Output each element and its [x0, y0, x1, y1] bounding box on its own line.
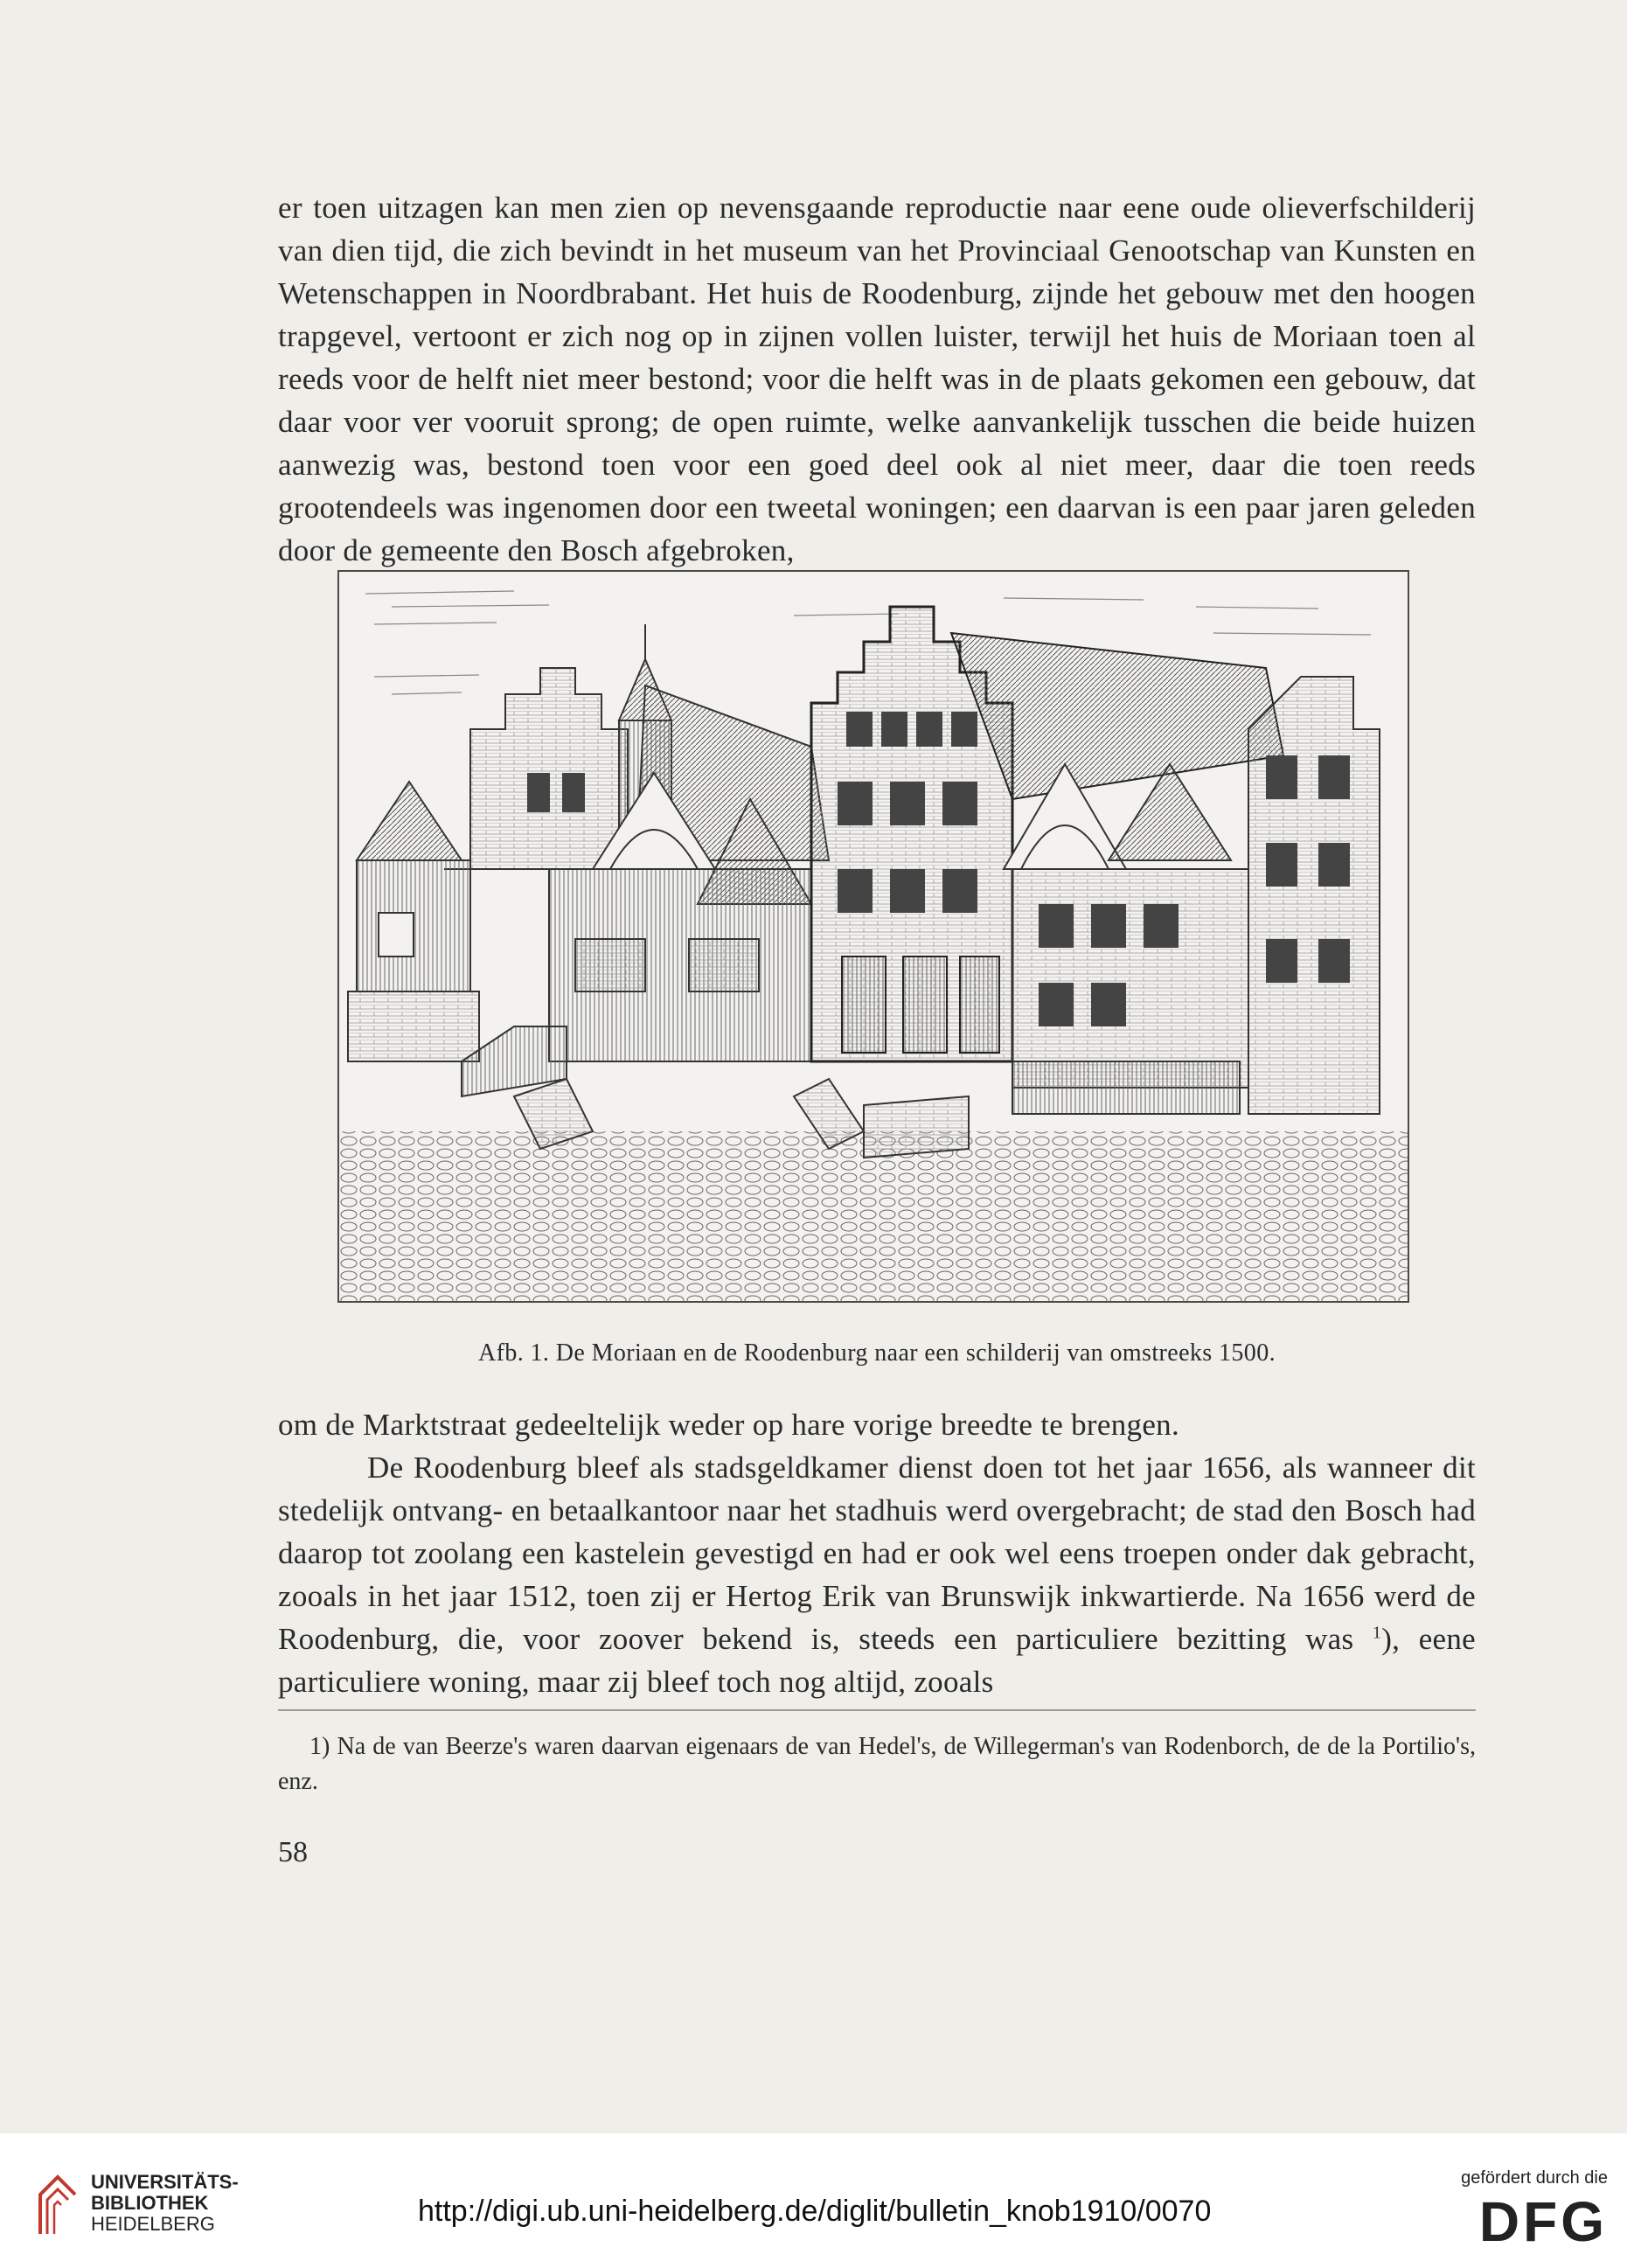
body-paragraph-top	[278, 186, 1476, 572]
library-name-line3: HEIDELBERG	[91, 2213, 215, 2235]
footnote-reference: 1	[1372, 1623, 1382, 1643]
buildings-drawing	[339, 572, 1408, 1301]
paragraph-text-before-note: De Roodenburg bleef als stadsgeldkamer dienst doen tot het jaar 1656, als wanneer dit stedelijk ontvang- en betaalkantoor naar het stadhuis werd overgebracht; de stad den Bosch had daarop tot zoolang een kastelein gevestigd en had er ook wel eens troepen onder dak gebracht, zooals in het jaar 1512, toen zij er Hertog Erik van Brunswijk inkwartierde. Na 1656 werd de Roodenburg, die, voor zoover bekend is, steeds een particuliere bezitting was	[278, 1451, 1476, 1656]
timber-house-right	[1004, 764, 1248, 1114]
library-name-line1: UNIVERSITÄTS-	[91, 2171, 239, 2193]
left-gable-house	[444, 668, 628, 869]
dfg-logo: DFG	[1478, 2190, 1608, 2253]
figure-illustration	[337, 570, 1409, 1303]
right-tall-house	[1248, 677, 1380, 1114]
sponsor-block	[1461, 2168, 1608, 2253]
footnote: 1) Na de van Beerze's waren daarvan eigenaars de van Hedel's, de Willegerman's van Rodenborch, de de la Portilio's, enz.	[278, 1733, 1476, 1795]
library-name	[91, 2172, 239, 2235]
sponsor-text: gefördert durch die	[1461, 2168, 1608, 2188]
figure-caption: Afb. 1. De Moriaan en de Roodenburg naar een schilderij van omstreeks 1500.	[477, 1339, 1276, 1367]
timber-house-left	[348, 782, 479, 1061]
paragraph-text: er toen uitzagen kan men zien op nevensgaande reproductie naar eene oude olieverfschilderij van dien tijd, die zich bevindt in het museum van het Provinciaal Genootschap van Kunsten en Wetenschappen in Noordbrabant. Het huis de Roodenburg, zijnde het gebouw met den hoogen trapgevel, vertoont er zich nog op in zijnen vollen luister, terwijl het huis de Moriaan toen al reeds voor de helft niet meer bestond; voor die helft was in de plaats gekomen een gebouw, dat daar voor ver vooruit sprong; de open ruimte, welke aanvankelijk tusschen die beide huizen aanwezig was, bestond toen voor een goed deel ook al niet meer, daar die toen reeds grootendeels was ingenomen door een tweetal woningen; een daarvan is een paar jaren geleden door de gemeente den Bosch afgebroken,	[278, 191, 1476, 567]
digitization-banner	[0, 2133, 1627, 2268]
library-logo-icon	[31, 2168, 84, 2238]
footnote-divider	[278, 1709, 1476, 1711]
paragraph-text-after-note: ), eene particuliere woning, maar zij bleef toch nog altijd, zooals	[278, 1622, 1477, 1699]
body-paragraph-bottom	[278, 1403, 1476, 1703]
library-name-line2: BIBLIOTHEK	[91, 2192, 209, 2214]
page-number: 58	[278, 1836, 308, 1868]
source-url-link[interactable]: http://digi.ub.uni-heidelberg.de/diglit/bulletin_knob1910/0070	[418, 2195, 1212, 2228]
paragraph-line-continuation: om de Marktstraat gedeeltelijk weder op hare vorige breedte te brengen.	[278, 1408, 1180, 1442]
paragraph-roodenburg	[278, 1446, 1476, 1703]
